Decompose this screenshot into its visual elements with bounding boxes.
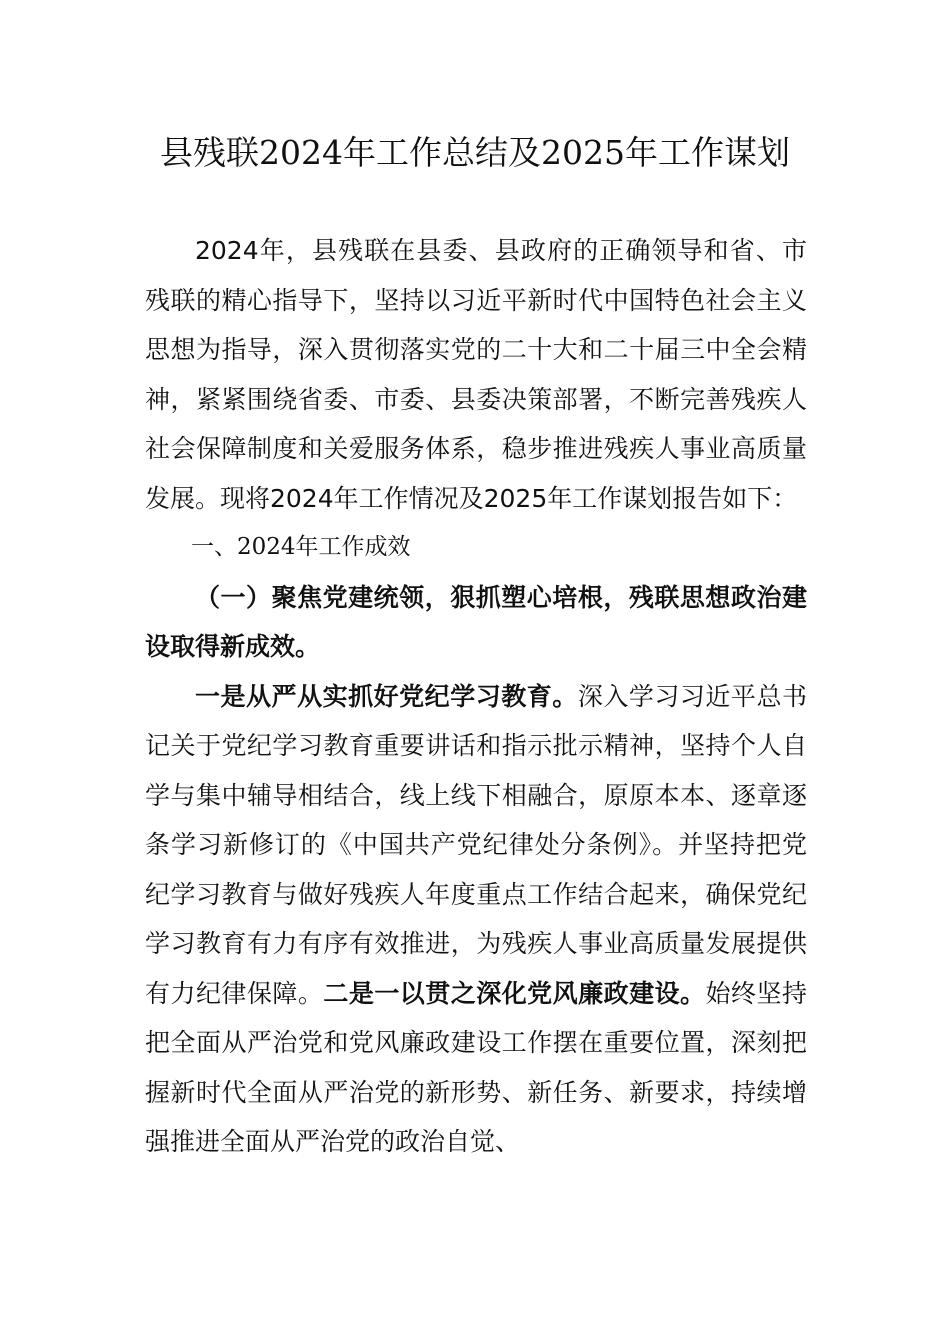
point2-lead: 二是一以贯之深化党风廉政建设。 — [323, 978, 706, 1008]
point-paragraph — [145, 672, 807, 1167]
intro-paragraph: 2024年，县残联在县委、县政府的正确领导和省、市残联的精心指导下，坚持以习近平新时代中国特色社会主义思想为指导，深入贯彻落实党的二十大和二十届三中全会精神，紧紧围绕省委、市委、县委决策部署，不断完善残疾人社会保障制度和关爱服务体系，稳步推进残疾人事业高质量发展。现将2024年工作情况及2025年工作谋划报告如下： — [145, 236, 807, 513]
point2-text: 始终坚持把全面从严治党和党风廉政建设工作摆在重要位置，深刻把握新时代全面从严治党的新形势、新任务、新要求，持续增强推进全面从严治党的政治自觉、 — [145, 978, 807, 1156]
document-body — [145, 226, 807, 1167]
section-heading: 一、2024年工作成效 — [191, 534, 411, 560]
subsection-heading: （一）聚焦党建统领，狠抓塑心培根，残联思想政治建设取得新成效。 — [145, 582, 807, 661]
point1-lead: 一是从严从实抓好党纪学习教育。 — [195, 681, 578, 711]
document-title: 县残联2024年工作总结及2025年工作谋划 — [160, 133, 790, 172]
point1-text: 深入学习习近平总书记关于党纪学习教育重要讲话和指示批示精神，坚持个人自学与集中辅导相结合，线上线下相融合，原原本本、逐章逐条学习新修订的《中国共产党纪律处分条例》。并坚持把党纪学习教育与做好残疾人年度重点工作结合起来，确保党纪学习教育有力有序有效推进，为残疾人事业高质量发展提供有力纪律保障。 — [145, 681, 807, 1008]
